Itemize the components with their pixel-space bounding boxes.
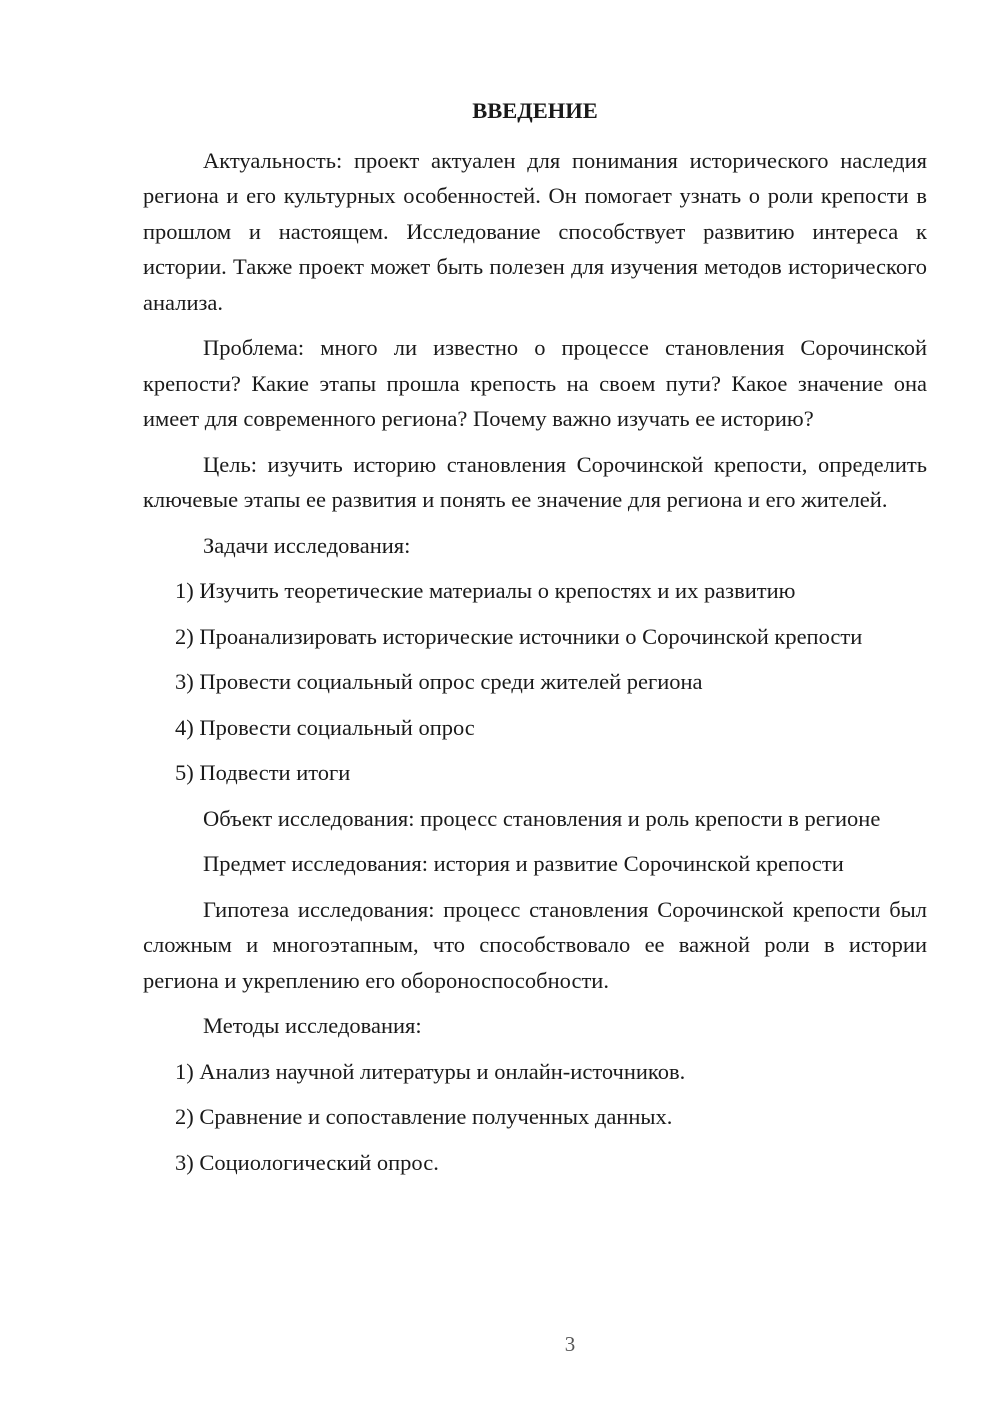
task-item-4: 4) Провести социальный опрос <box>175 714 475 740</box>
goal-paragraph: Цель: изучить историю становления Сорочинской крепости, определить ключевые этапы ее развития и понять ее значение для региона и его жителей. <box>143 451 927 512</box>
method-item-1: 1) Анализ научной литературы и онлайн-источников. <box>175 1058 686 1084</box>
object-paragraph: Объект исследования: процесс становления и роль крепости в регионе <box>203 805 881 831</box>
relevance-paragraph: Актуальность: проект актуален для понимания исторического наследия региона и его культурных особенностей. Он помогает узнать о роли крепости в прошлом и настоящем. Исследование способствует развитию интереса к истории. Также проект может быть полезен для изучения методов исторического анализа. <box>143 147 927 315</box>
hypothesis-paragraph: Гипотеза исследования: процесс становления Сорочинской крепости был сложным и многоэтапным, что способствовало ее важной роли в истории региона и укреплению его обороноспособности. <box>143 896 927 993</box>
task-item-1: 1) Изучить теоретические материалы о крепостях и их развитию <box>175 578 796 603</box>
method-item-3: 3) Социологический опрос. <box>175 1149 439 1175</box>
task-item-2: 2) Проанализировать исторические источники о Сорочинской крепости <box>175 623 863 649</box>
methods-heading: Методы исследования: <box>203 1013 422 1038</box>
tasks-heading: Задачи исследования: <box>203 532 411 558</box>
page-number: 3 <box>564 1332 576 1356</box>
section-title: ВВЕДЕНИЕ <box>472 98 598 123</box>
method-item-2: 2) Сравнение и сопоставление полученных данных. <box>175 1104 673 1129</box>
page-content <box>143 93 927 1190</box>
task-item-5: 5) Подвести итоги <box>175 760 351 785</box>
task-item-3: 3) Провести социальный опрос среди жителей региона <box>175 669 703 694</box>
subject-paragraph: Предмет исследования: история и развитие Сорочинской крепости <box>203 851 844 876</box>
problem-paragraph: Проблема: много ли известно о процессе становления Сорочинской крепости? Какие этапы прошла крепость на своем пути? Какое значение она имеет для современного региона? Почему важно изучать ее историю? <box>143 335 927 431</box>
